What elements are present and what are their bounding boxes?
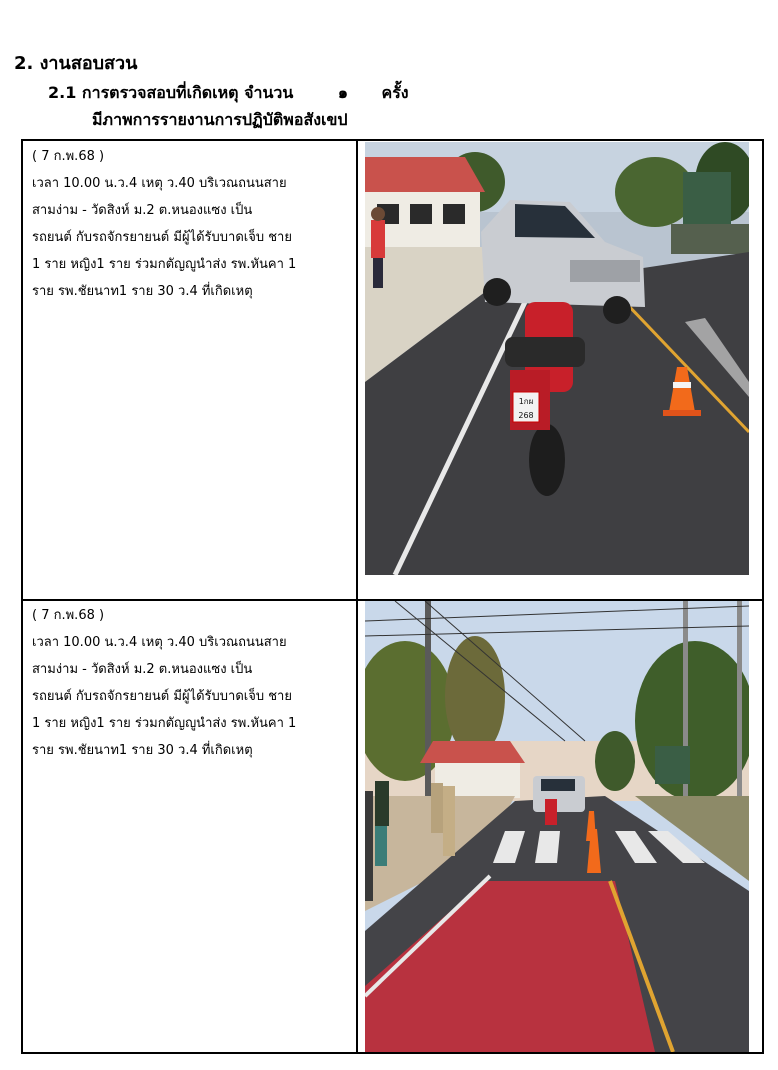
entry-line: สามง่าม - วัดสิงห์ ม.2 ต.หนองแซง เป็น [32,203,253,218]
subsection-label: 2.1 การตรวจสอบที่เกิดเหตุ จำนวน [48,83,294,102]
entry-line: 1 ราย หญิง1 ราย ร่วมกตัญญูนำส่ง รพ.หันคา 1 [32,257,297,272]
subsection-heading [48,81,409,106]
entry-line: รถยนต์ กับรถจักรยายนต์ มีผู้ได้รับบาดเจ็บ ชาย [32,230,292,245]
entry-line: รถยนต์ กับรถจักรยายนต์ มีผู้ได้รับบาดเจ็บ ชาย [32,689,292,704]
entry-line: ราย รพ.ชัยนาท1 ราย 30 ว.4 ที่เกิดเหตุ [32,743,253,758]
entry-line: สามง่าม - วัดสิงห์ ม.2 ต.หนองแซง เป็น [32,662,253,677]
entry-line: เวลา 10.00 น.ว.4 เหตุ ว.40 บริเวณถนนสาย [32,635,287,650]
entry-date: ( 7 ก.พ.68 ) [32,149,105,164]
entry-line: เวลา 10.00 น.ว.4 เหตุ ว.40 บริเวณถนนสาย [32,176,287,191]
entry-1-text [32,143,350,305]
entry-line: ราย รพ.ชัยนาท1 ราย 30 ว.4 ที่เกิดเหตุ [32,284,253,299]
column-divider [356,141,358,1052]
plate-line-2: 268 [518,411,534,420]
subsection-count: ๑ [337,83,349,102]
report-table [21,139,764,1054]
accident-photo-1 [365,142,749,575]
section-heading: 2. งานสอบสวน [14,53,138,74]
entry-date: ( 7 ก.พ.68 ) [32,608,105,623]
entry-2-text [32,602,350,764]
accident-photo-2 [365,601,749,1052]
caption: มีภาพการรายงานการปฏิบัติพอสังเขป [92,110,348,129]
plate-line-1: 1กผ [518,397,534,406]
subsection-unit: ครั้ง [381,83,409,102]
entry-line: 1 ราย หญิง1 ราย ร่วมกตัญญูนำส่ง รพ.หันคา 1 [32,716,297,731]
